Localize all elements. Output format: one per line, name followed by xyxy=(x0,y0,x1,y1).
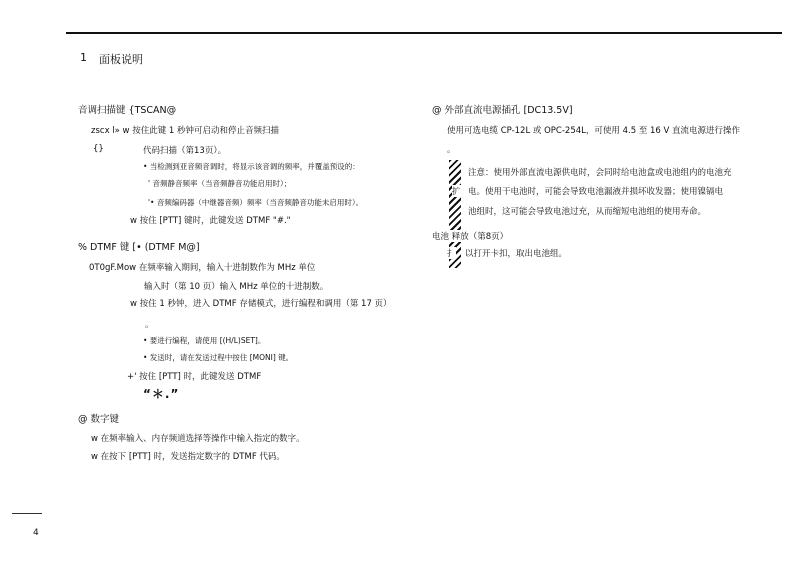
dtmf-line-1: 0T0gF.Mow 在频率输入期间，输入十进制数作为 MHz 单位 xyxy=(89,263,316,273)
note-line-1: 注意：使用外部直流电源供电时，会同时给电池盒或电池组内的电池充 xyxy=(468,168,732,178)
dtmf-line-2: 输入时（第 10 页）输入 MHz 单位的十进制数。 xyxy=(144,282,329,292)
dtmf-bullet-2: • 发送时，请在发送过程中按住 [MONI] 键。 xyxy=(143,353,294,362)
page-number: 4 xyxy=(33,528,39,538)
dtmf-bullet-1: • 要进行编程，请使用 [(H/L)SET]。 xyxy=(143,336,266,345)
note-line-2: 电。使用干电池时，可能会导致电池漏液并损坏收发器；使用镍镉电 xyxy=(468,187,724,197)
footer-rule xyxy=(12,513,42,514)
top-rule xyxy=(66,32,782,34)
digit-line-2: w 在按下 [PTT] 时，发送指定数字的 DTMF 代码。 xyxy=(91,452,285,462)
tscan-heading: 音调扫描键 {TSCAN@ xyxy=(78,105,177,116)
chapter-number: 1 xyxy=(80,51,87,64)
note-prefix: 扩 xyxy=(452,187,461,197)
battery-release-line: 以打开卡扣，取出电池组。 xyxy=(465,249,568,259)
dtmf-line-5: +' 按住 [PTT] 时，此键发送 DTMF xyxy=(127,372,262,382)
tscan-bullet-1: • 当检测到亚音频音调时，将显示该音调的频率，并覆盖预设的： xyxy=(143,162,360,171)
dtmf-symbol: “＊.” xyxy=(143,387,180,401)
note-line-3: 池组时，这可能会导致电池过充，从而缩短电池组的使用寿命。 xyxy=(468,207,707,217)
chapter-title: 面板说明 xyxy=(99,53,143,66)
tscan-bullet-3: '• 音频编码器（中继器音频）频率（当音频静音功能未启用时）。 xyxy=(148,198,364,207)
battery-release-prefix: 扌 xyxy=(447,249,456,259)
digit-heading: @ 数字键 xyxy=(78,414,120,425)
dc-jack-line-1: 使用可选电缆 CP-12L 或 OPC-254L，可使用 4.5 至 16 V 直流电源进行操作 xyxy=(447,126,741,136)
digit-line-1: w 在频率输入、内存频道选择等操作中输入指定的数字。 xyxy=(91,434,305,444)
dtmf-line-4: 。 xyxy=(145,320,154,330)
battery-release-heading: 电池 释放（第8页） xyxy=(432,232,509,242)
dc-jack-heading: @ 外部直流电源插孔 [DC13.5V] xyxy=(432,105,573,116)
tscan-line-3: w 按住 [PTT] 键时，此键发送 DTMF "#." xyxy=(130,216,291,226)
dc-jack-line-2: 。 xyxy=(447,145,456,155)
tscan-bullet-2: ' 音频静音频率（当音频静音功能启用时）； xyxy=(148,179,292,188)
dtmf-heading: % DTMF 键 [• (DTMF M@] xyxy=(78,242,200,253)
tscan-line-2: 代码扫描（第13页）。 xyxy=(143,146,227,156)
dtmf-line-3: w 按住 1 秒钟，进入 DTMF 存储模式，进行编程和调用（第 17 页） xyxy=(130,299,392,309)
tscan-line-1: zscx l» w 按住此键 1 秒钟可启动和停止音频扫描 xyxy=(91,126,280,136)
tscan-bracket: {} xyxy=(93,144,104,154)
